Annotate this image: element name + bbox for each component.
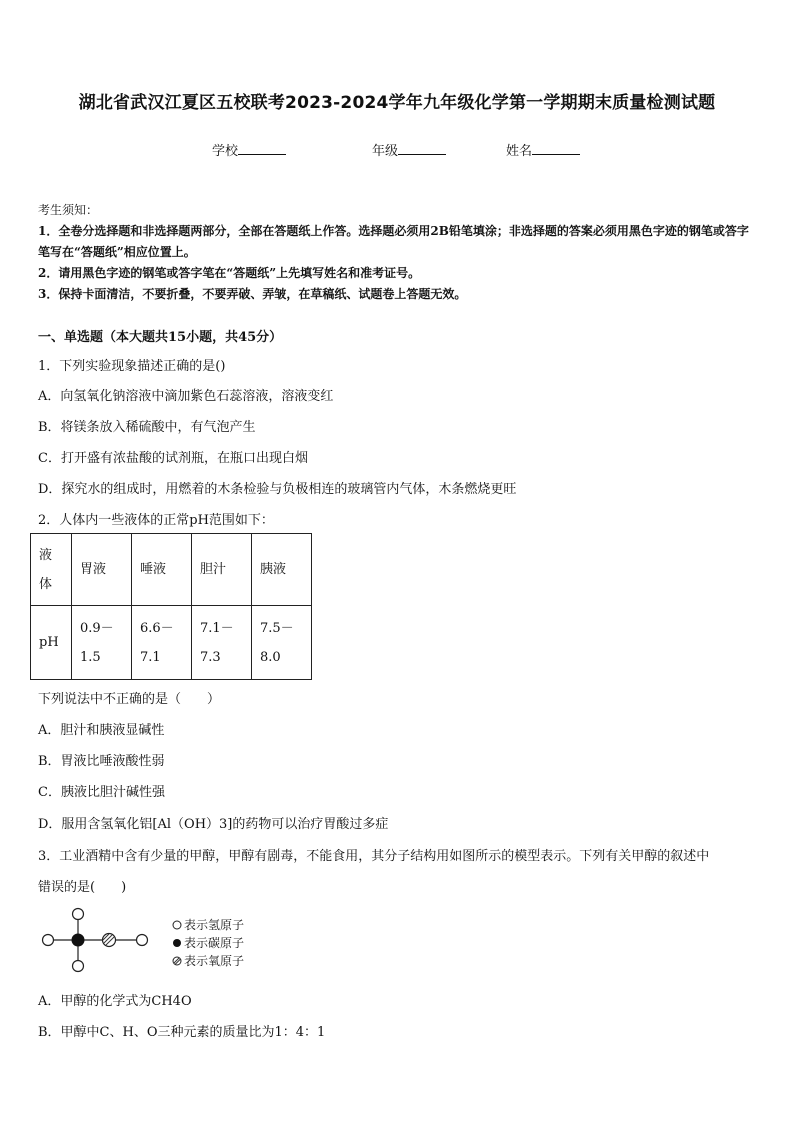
legend-oxygen: 表示氧原子 [172,952,244,970]
table-row [31,606,312,680]
notice-item-3: 3．保持卡面清洁，不要折叠，不要弄破、弄皱，在草稿纸、试题卷上答题无效。 [38,287,467,301]
q2-option-c[interactable]: C．胰液比胆汁碱性强 [38,785,165,800]
exam-notice [38,200,758,305]
q3-stem-line1: 3．工业酒精中含有少量的甲醇，甲醇有剧毒，不能食用，其分子结构用如图所示的模型表示。下列有关甲醇的叙述中 [38,849,710,864]
q3-stem-line2: 错误的是( ) [38,880,127,895]
notice-item-2: 2．请用黑色字迹的钢笔或答字笔在“答题纸”上先填写姓名和准考证号。 [38,266,421,280]
q1-option-d[interactable]: D．探究水的组成时，用燃着的木条检验与负极相连的玻璃管内气体，木条燃烧更旺 [38,482,517,497]
school-label: 学校 [212,144,239,159]
hydrogen-atom [137,935,148,946]
grade-label: 年级 [372,144,399,159]
table-cell: 6.6－7.1 [132,606,192,680]
q2-option-b[interactable]: B．胃液比唾液酸性弱 [38,754,165,769]
table-cell: 胰液 [252,534,312,606]
q2-option-d[interactable]: D．服用含氢氧化铝[Al（OH）3]的药物可以治疗胃酸过多症 [38,817,389,832]
hydrogen-atom [73,961,84,972]
q1-option-a[interactable]: A．向氢氧化钠溶液中滴加紫色石蕊溶液，溶液变红 [38,389,334,404]
carbon-atom [72,934,85,947]
notice-item-1: 1．全卷分选择题和非选择题两部分，全部在答题纸上作答。选择题必须用2B铅笔填涂；非选择题的答案必须用黑色字迹的钢笔或答字笔写在“答题纸”相应位置上。 [38,224,749,259]
q2-option-a[interactable]: A．胆汁和胰液显碱性 [38,723,165,738]
table-row [31,534,312,606]
molecule-legend [172,916,244,970]
legend-carbon: 表示碳原子 [172,934,244,952]
table-cell: 液体 [31,534,72,606]
school-blank[interactable] [238,142,286,155]
legend-hydrogen: 表示氢原子 [172,916,244,934]
q3-option-b[interactable]: B．甲醇中C、H、O三种元素的质量比为1：4：1 [38,1025,326,1040]
name-field[interactable] [506,140,580,159]
school-field[interactable] [212,140,286,159]
hydrogen-atom [73,909,84,920]
grade-blank[interactable] [398,142,446,155]
table-cell: 7.1－7.3 [192,606,252,680]
q1-stem: 1．下列实验现象描述正确的是() [38,359,226,374]
q2-question: 下列说法中不正确的是（ ） [38,692,221,707]
table-cell: 胆汁 [192,534,252,606]
q1-option-b[interactable]: B．将镁条放入稀硫酸中，有气泡产生 [38,420,256,435]
grade-field[interactable] [372,140,446,159]
table-cell: 0.9－1.5 [72,606,132,680]
hollow-circle-icon [172,920,182,930]
name-label: 姓名 [506,144,533,159]
notice-heading: 考生须知： [38,203,99,217]
hatched-circle-icon [172,956,182,966]
hydrogen-atom [43,935,54,946]
table-cell: 胃液 [72,534,132,606]
q2-stem: 2．人体内一些液体的正常pH范围如下： [38,513,274,528]
table-cell: 唾液 [132,534,192,606]
table-cell: 7.5－8.0 [252,606,312,680]
q1-option-c[interactable]: C．打开盛有浓盐酸的试剂瓶，在瓶口出现白烟 [38,451,308,466]
filled-circle-icon [172,938,182,948]
name-blank[interactable] [532,142,580,155]
table-cell: pH [31,606,72,680]
section-heading: 一、单选题（本大题共15小题，共45分） [38,330,283,345]
paper-title: 湖北省武汉江夏区五校联考2023-2024学年九年级化学第一学期期末质量检测试题 [78,93,716,113]
q3-option-a[interactable]: A．甲醇的化学式为CH4O [38,994,192,1009]
oxygen-atom [103,934,116,947]
ph-table [30,533,312,680]
